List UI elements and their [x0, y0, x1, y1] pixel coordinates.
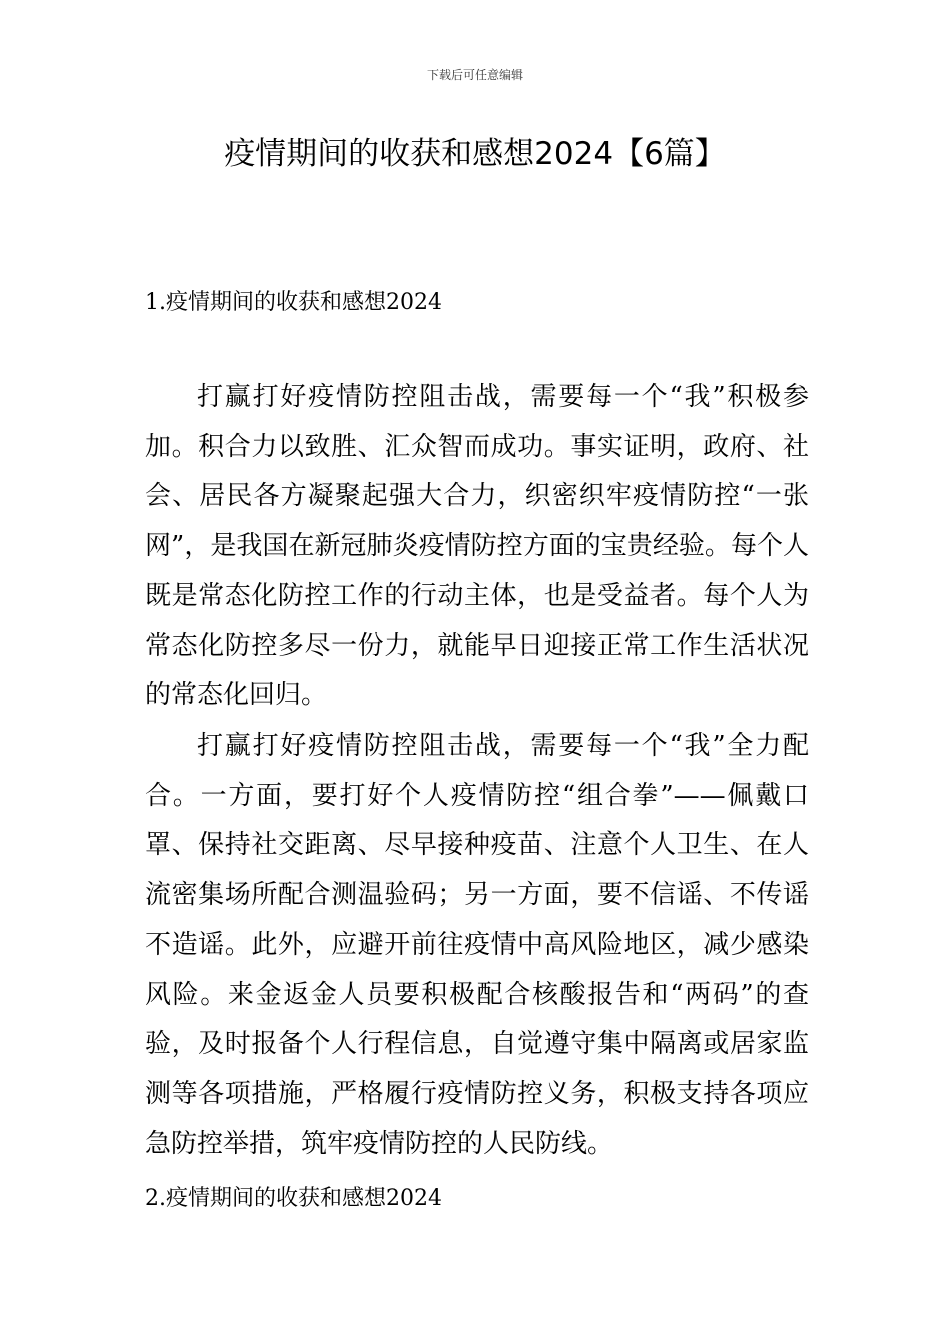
body-paragraph-2: 打赢打好疫情防控阻击战，需要每一个“我”全力配合。一方面，要打好个人疫情防控“组合拳”——佩戴口罩、保持社交距离、尽早接种疫苗、注意个人卫生、在人流密集场所配合测温验码；另一方面，要不信谣、不传谣不造谣。此外，应避开前往疫情中高风险地区，减少感染风险。来金返金人员要积极配合核酸报告和“两码”的查验，及时报备个人行程信息，自觉遵守集中隔离或居家监测等各项措施，严格履行疫情防控义务，积极支持各项应急防控举措，筑牢疫情防控的人民防线。 — [145, 731, 809, 1159]
header-note: 下载后可任意编辑 — [426, 68, 523, 82]
section-heading-1: 1.疫情期间的收获和感想2024 — [145, 290, 442, 315]
section-heading-2: 2.疫情期间的收获和感想2024 — [145, 1186, 442, 1211]
document-title: 疫情期间的收获和感想2024【6篇】 — [224, 136, 726, 172]
body-paragraph-1: 打赢打好疫情防控阻击战，需要每一个“我”积极参加。积合力以致胜、汇众智而成功。事实证明，政府、社会、居民各方凝聚起强大合力，织密织牢疫情防控“一张网”，是我国在新冠肺炎疫情防控方面的宝贵经验。每个人既是常态化防控工作的行动主体，也是受益者。每个人为常态化防控多尽一份力，就能早日迎接正常工作生活状况的常态化回归。 — [145, 382, 809, 711]
